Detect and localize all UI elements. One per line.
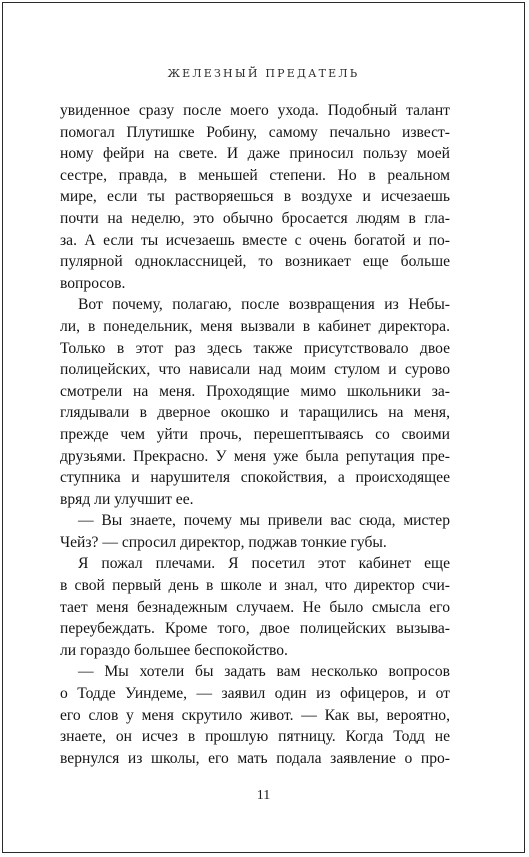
text-line: вернулся из школы, его мать подала заявление о про-	[60, 749, 450, 767]
text-line: вопросов.	[60, 274, 126, 292]
text-line: увиденное сразу после моего ухода. Подобный талант	[60, 102, 450, 119]
text-line: смотрели на меня. Проходящие мимо школьники за-	[60, 382, 450, 400]
text-line: Только в этот раз здесь также присутствовало двое	[60, 339, 450, 357]
text-line: прежде чем уйти прочь, перешептываясь со своими	[60, 425, 450, 443]
text-line: Я пожал плечами. Я посетил этот кабинет еще	[78, 555, 450, 573]
text-line: сестре, правда, в меньшей степени. Но в реальном	[60, 166, 450, 184]
text-line: Вот почему, полагаю, после возвращения из Небы-	[78, 296, 450, 314]
text-line: мире, если ты растворяешься в воздухе и исчезаешь	[60, 188, 450, 206]
book-page	[2, 2, 525, 853]
text-line: пулярной одноклассницей, то возникает еще больше	[60, 253, 450, 271]
text-line: его слов у меня скрутило живот. — Как вы, вероятно,	[60, 706, 450, 724]
text-line: — Вы знаете, почему мы привели вас сюда, мистер	[78, 512, 450, 530]
text-line: почти на неделю, это обычно бросается людям в гла-	[60, 209, 450, 227]
text-line: глядывали в дверное окошко и таращились на меня,	[60, 404, 450, 422]
text-line: за. А если ты исчезаешь вместе с очень богатой и по-	[60, 231, 450, 249]
text-line: знаете, он исчез в прошлую пятницу. Когда Тодд не	[60, 728, 450, 746]
text-line: в свой первый день в школе и знал, что директор счи-	[60, 577, 450, 595]
running-head: ЖЕЛЕЗНЫЙ ПРЕДАТЕЛЬ	[167, 67, 360, 80]
page-number: 11	[256, 788, 271, 803]
text-line: вряд ли улучшит ее.	[60, 490, 194, 508]
text-line: — Мы хотели бы задать вам несколько вопросов	[78, 663, 450, 681]
text-line: тает меня безнадежным случаем. Не было смысла его	[60, 598, 450, 616]
body-text	[60, 100, 450, 769]
text-line: о Тодде Уиндеме, — заявил один из офицеров, и от	[60, 685, 450, 703]
text-line: Чейз? — спросил директор, поджав тонкие губы.	[60, 533, 387, 551]
text-line: друзьями. Прекрасно. У меня уже была репутация пре-	[60, 447, 450, 465]
text-line: полицейских, что нависали над моим стулом и сурово	[60, 361, 450, 379]
text-line: ступника и нарушителя спокойствия, а происходящее	[60, 469, 450, 487]
text-line: ли, в понедельник, меня вызвали в кабинет директора.	[60, 317, 450, 335]
text-line: ли гораздо большее беспокойство.	[60, 641, 288, 659]
text-line: помогал Плутишке Робину, самому печально извест-	[60, 123, 450, 141]
text-line: переубеждать. Кроме того, двое полицейских вызыва-	[60, 620, 450, 638]
text-line: ному фейри на свете. И даже приносил пользу моей	[60, 145, 450, 163]
